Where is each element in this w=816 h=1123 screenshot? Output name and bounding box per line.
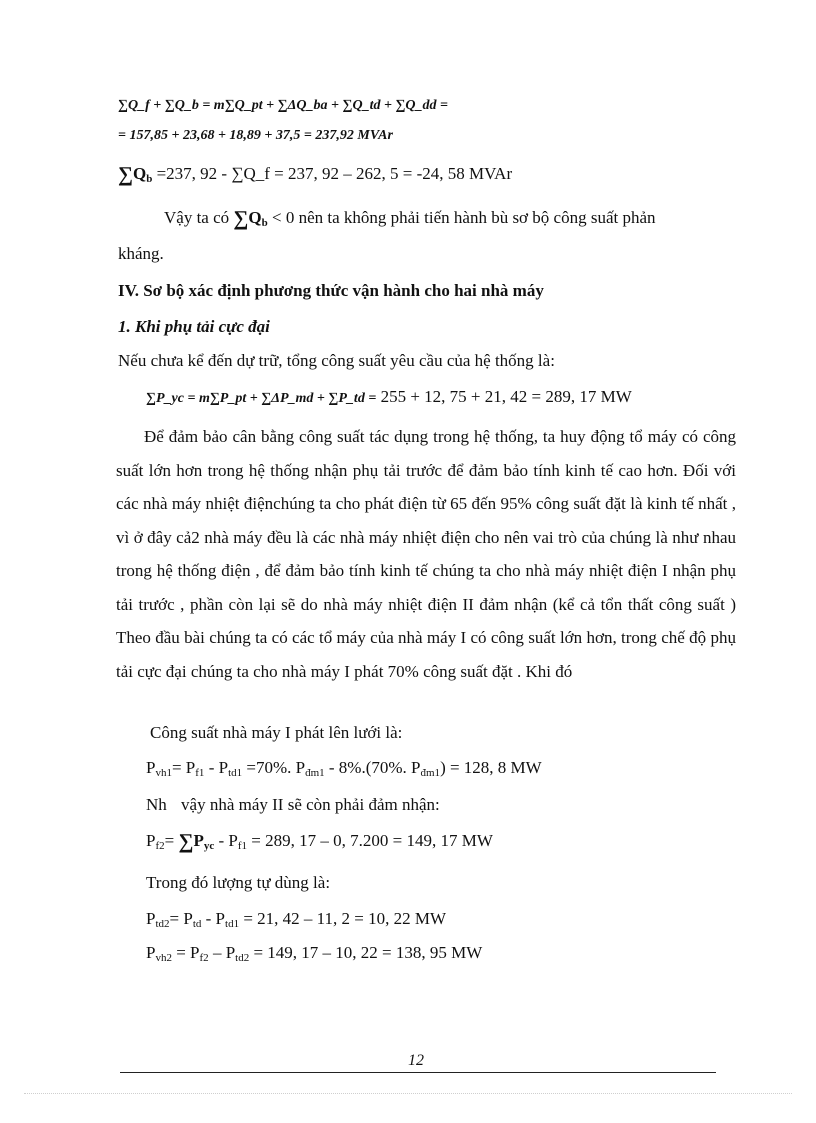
- footer-rule: [120, 1072, 716, 1073]
- main-paragraph: [116, 420, 736, 688]
- page-number: 12: [408, 1052, 424, 1069]
- compensation-equation: $\sum Q_b =237$, 92 - ∑Q_f = 237, 92 – 262, 5 = -24, 58 MVAr: [118, 162, 513, 186]
- equation-line: ∑Q_f + ∑Q_b = m∑Q_pt + ∑ΔQ_ba + ∑Q_td + ∑Q_dd =: [118, 98, 449, 113]
- reactive-balance-equation: [118, 98, 448, 114]
- demand-equation: ∑P_yc = m∑P_pt + ∑ΔP_md + ∑P_td = 255 + 12, 75 + 21, 42 = 289, 17 MW: [146, 387, 632, 406]
- pvh2-equation: $P_{vh2} = P_{f2} - P_{td2} = 149$, 17 – 10, 22 = 138, 95 MW: [146, 943, 483, 964]
- sum-symbol: ∑: [233, 206, 249, 230]
- page-edge-dots: [24, 1093, 792, 1094]
- subsection-heading: 1. Khi phụ tải cực đại: [118, 317, 270, 336]
- reactive-balance-result: [118, 128, 393, 144]
- equation-line: = 157,85 + 23,68 + 18,89 + 37,5 = 237,92 MVAr: [118, 128, 393, 143]
- plant1-intro: Công suất nhà máy I phát lên lưới là:: [150, 723, 403, 742]
- ptd2-equation: $P_{td2}= P_{td} - P_{td1} = 21$, 42 – 11, 2 = 10, 22 MW: [146, 909, 447, 930]
- conclusion-line: Vậy ta có $\sum Q_b < 0$ nên ta không phải tiến hành bù sơ bộ công suất phản: [164, 206, 656, 230]
- compensation-value: =237, 92 - ∑Q_f = 237, 92 – 262, 5 = -24, 58 MVAr: [156, 164, 513, 183]
- conclusion-line-2: kháng.: [118, 244, 164, 263]
- demand-intro: Nếu chưa kể đến dự trữ, tổng công suất yêu cầu của hệ thống là:: [118, 351, 555, 370]
- paragraph-text: Để đảm bảo cân bằng công suất tác dụng trong hệ thống, ta huy động tổ máy có công suất lớn hơn trong hệ thống nhận phụ tải trước để đảm bảo tính kinh tế cao hơn. Đối với các nhà máy nhiệt điệnchúng ta cho phát điện từ 65 đến 95% công suất đặt là kinh tế nhất , vì ở đây cả2 nhà máy đều là các nhà máy nhiệt điện cho nên vai trò của chúng là như nhau trong hệ thống điện , để đảm bảo tính kinh tế chúng ta cho nhà máy nhiệt điện I nhận phụ tải trước , phần còn lại sẽ do nhà máy nhiệt điện II đảm nhận (kể cả tổn thất công suất ) Theo đầu bài chúng ta có các tổ máy của nhà máy I có công suất lớn hơn, trong chế độ phụ tải cực đại chúng ta cho nhà máy I phát 70% công suất đặt . Khi đó: [116, 427, 736, 681]
- sum-symbol: ∑: [118, 162, 133, 186]
- selfuse-intro: Trong đó lượng tự dùng là:: [146, 873, 331, 892]
- plant2-intro: Nh vậy nhà máy II sẽ còn phải đảm nhận:: [146, 795, 440, 814]
- section-heading: IV. Sơ bộ xác định phương thức vận hành cho hai nhà máy: [118, 281, 544, 300]
- pvh1-equation: $P_{vh1}= P_{f1} - P_{td1} =70\%$. $P_{đm1} - 8\%.(70\%$. $P_{đm1}) = 128$, 8 MW: [146, 758, 542, 779]
- pf2-equation: $P_{f2}= \sum P_{yc} - P_{f1} = 289$, 17 – 0, 7.200 = 149, 17 MW: [146, 829, 493, 853]
